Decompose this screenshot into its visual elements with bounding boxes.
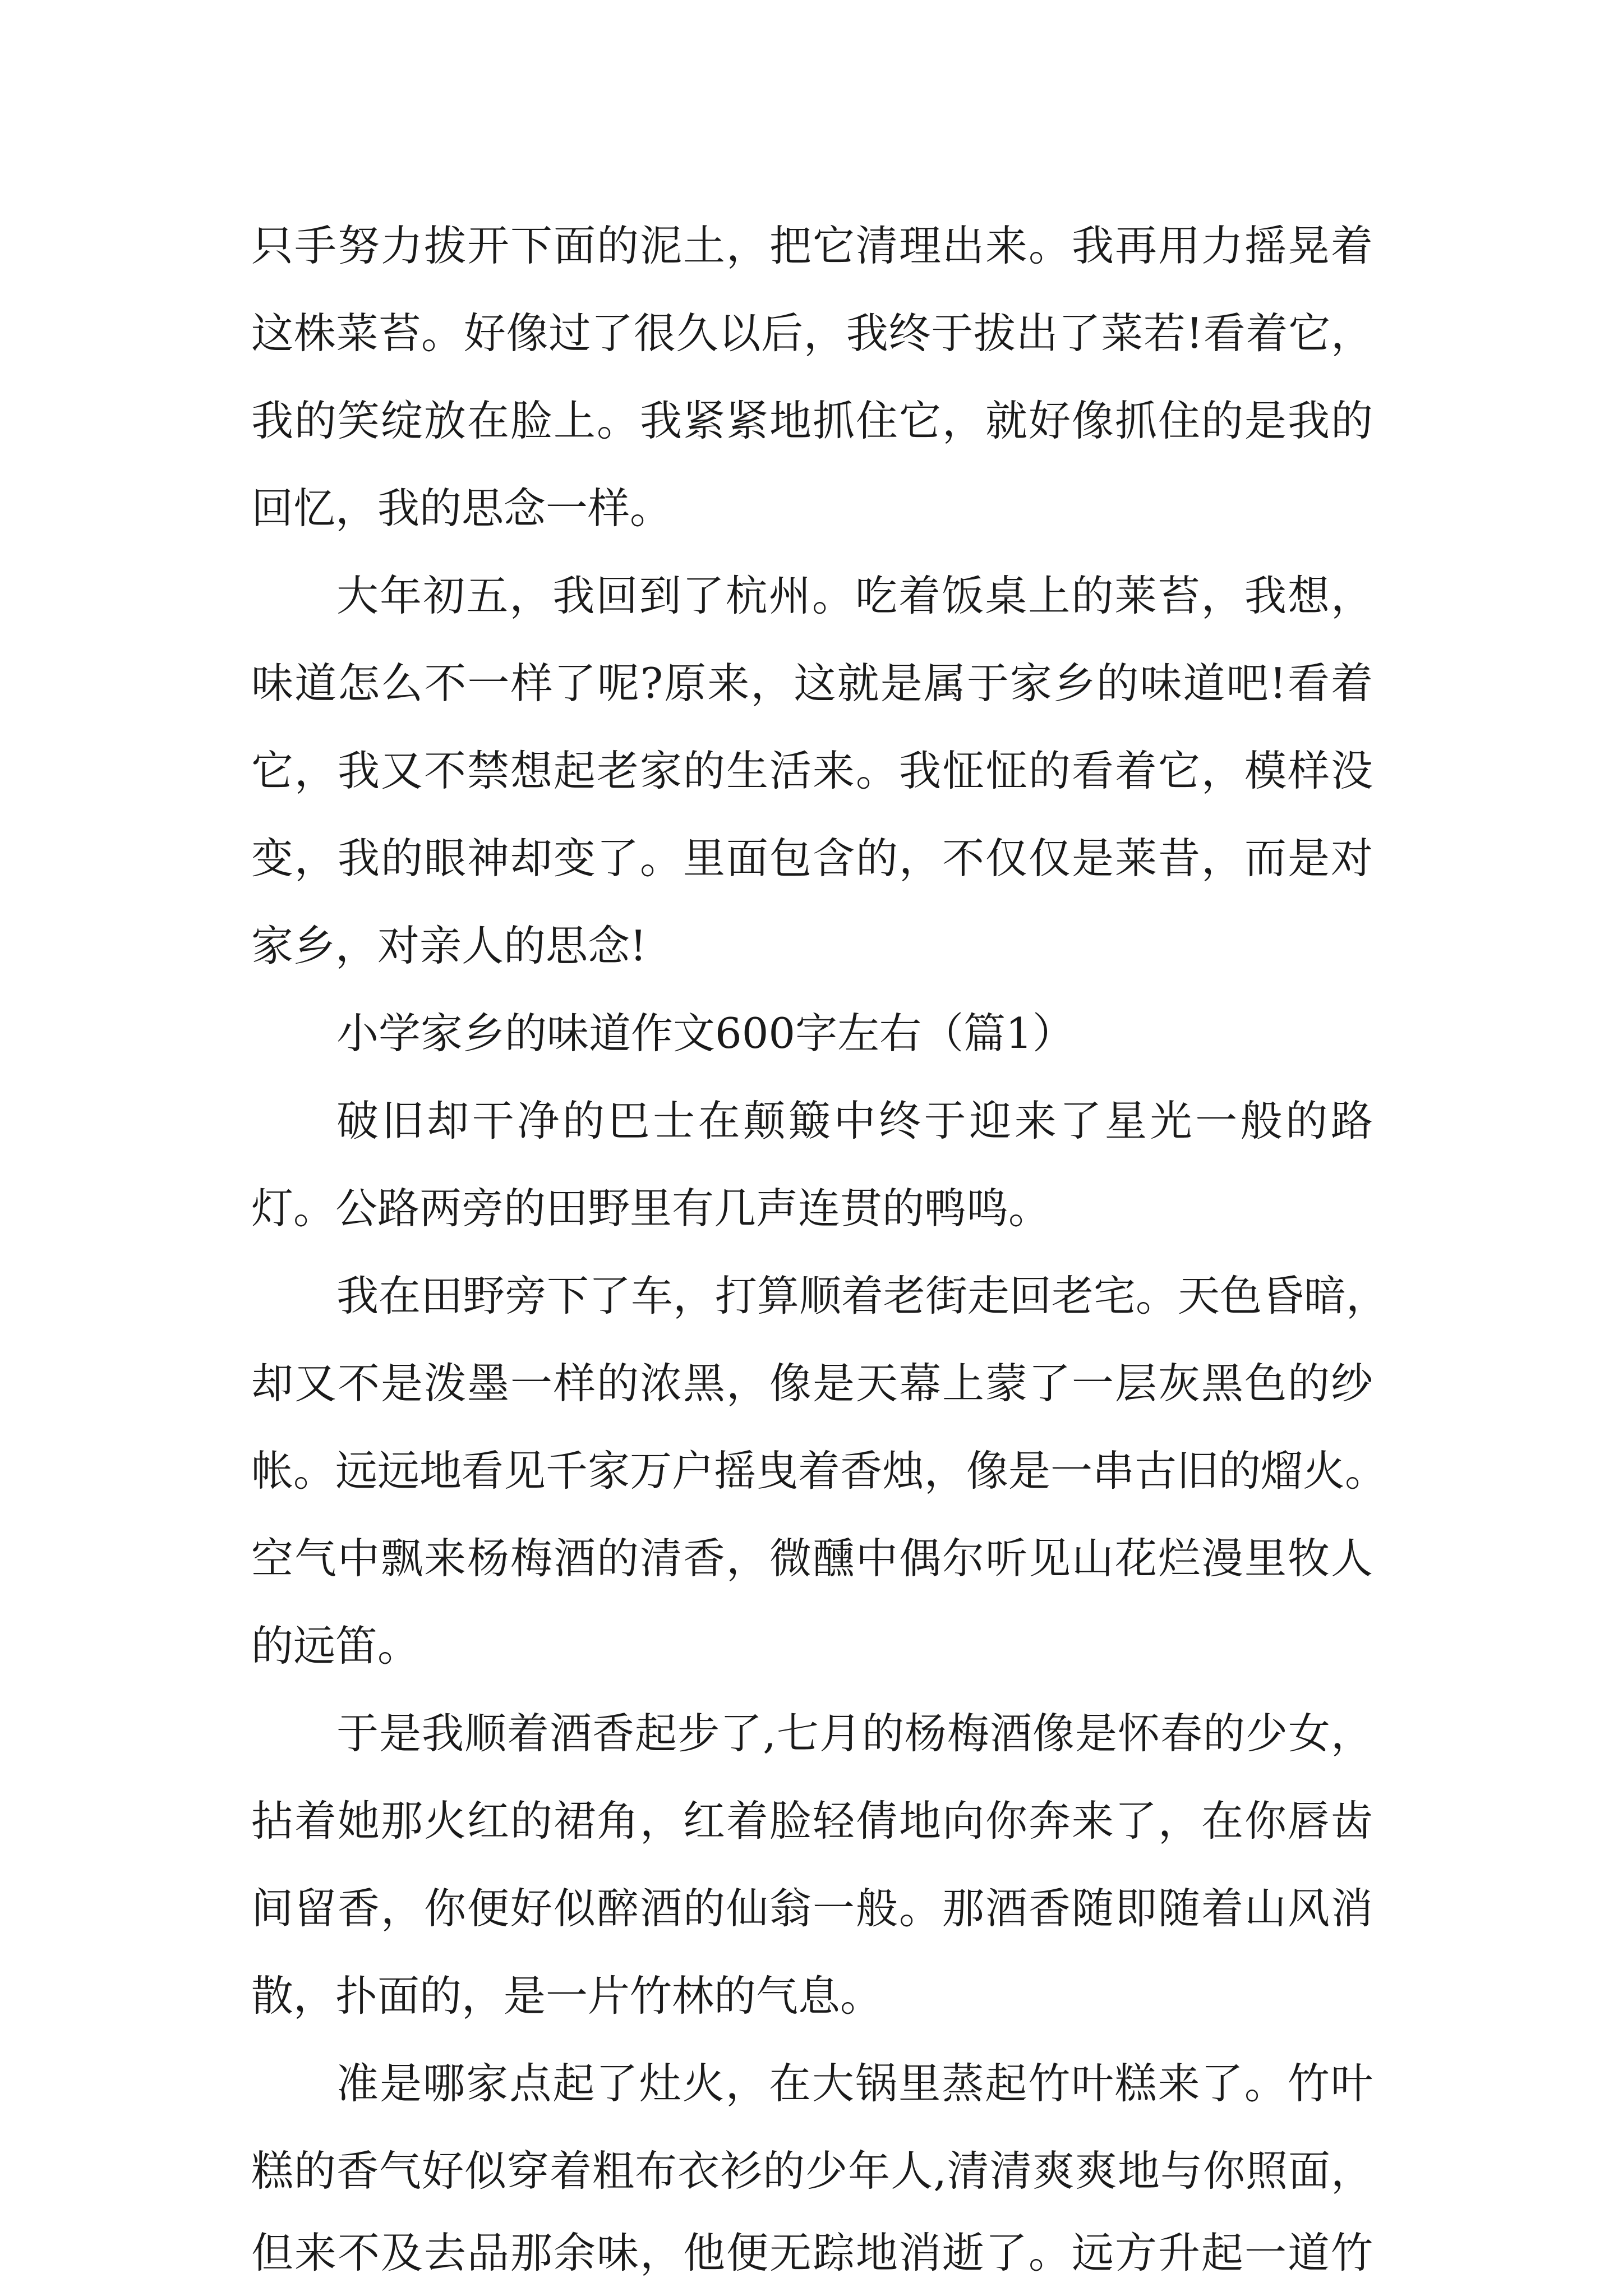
text-line: 我的笑绽放在脸上。我紧紧地抓住它，就好像抓住的是我的: [251, 396, 1373, 445]
text-line: 的远笛。: [251, 1621, 420, 1671]
text-line: 间留香，你便好似醉酒的仙翁一般。那酒香随即随着山风消: [251, 1884, 1373, 1933]
text-line: 灯。公路两旁的田野里有几声连贯的鸭鸣。: [251, 1184, 1051, 1233]
text-line: 空气中飘来杨梅酒的清香，微醺中偶尔听见山花烂漫里牧人: [251, 1534, 1373, 1583]
text-line: 准是哪家点起了灶火，在大锅里蒸起竹叶糕来了。竹叶: [336, 2059, 1373, 2108]
text-line: 但来不及去品那余味，他便无踪地消逝了。远方升起一道竹: [251, 2228, 1373, 2277]
text-line: 回忆，我的思念一样。: [251, 484, 672, 533]
text-line: 我在田野旁下了车，打算顺着老街走回老宅。天色昏暗，: [336, 1271, 1389, 1320]
text-line: 它，我又不禁想起老家的生活来。我怔怔的看着它，模样没: [251, 746, 1373, 795]
text-line: 糕的香气好似穿着粗布衣衫的少年人,清清爽爽地与你照面，: [251, 2146, 1373, 2196]
text-line: 味道怎么不一样了呢?原来，这就是属于家乡的味道吧!看着: [251, 659, 1373, 708]
text-line: 拈着她那火红的裙角，红着脸轻倩地向你奔来了，在你唇齿: [251, 1796, 1373, 1846]
text-line: 于是我顺着酒香起步了,七月的杨梅酒像是怀春的少女，: [336, 1709, 1373, 1758]
text-line: 家乡，对亲人的思念!: [251, 921, 647, 970]
text-line: 破旧却干净的巴士在颠簸中终于迎来了星光一般的路: [336, 1096, 1373, 1145]
text-line: 却又不是泼墨一样的浓黑，像是天幕上蒙了一层灰黑色的纱: [251, 1359, 1373, 1408]
section-heading: 小学家乡的味道作文600字左右（篇1）: [336, 1009, 1075, 1058]
text-line: 帐。远远地看见千家万户摇曳着香烛，像是一串古旧的熘火。: [251, 1446, 1387, 1496]
text-line: 大年初五，我回到了杭州。吃着饭桌上的莱苔，我想，: [336, 571, 1373, 620]
text-line: 这株菜苔。好像过了很久以后，我终于拔出了菜若!看着它，: [251, 309, 1373, 358]
text-line: 只手努力拔开下面的泥土，把它清理出来。我再用力摇晃着: [251, 221, 1373, 270]
text-line: 散，扑面的，是一片竹林的气息。: [251, 1971, 883, 2021]
text-line: 变，我的眼神却变了。里面包含的，不仅仅是莱昔，而是对: [251, 834, 1373, 883]
